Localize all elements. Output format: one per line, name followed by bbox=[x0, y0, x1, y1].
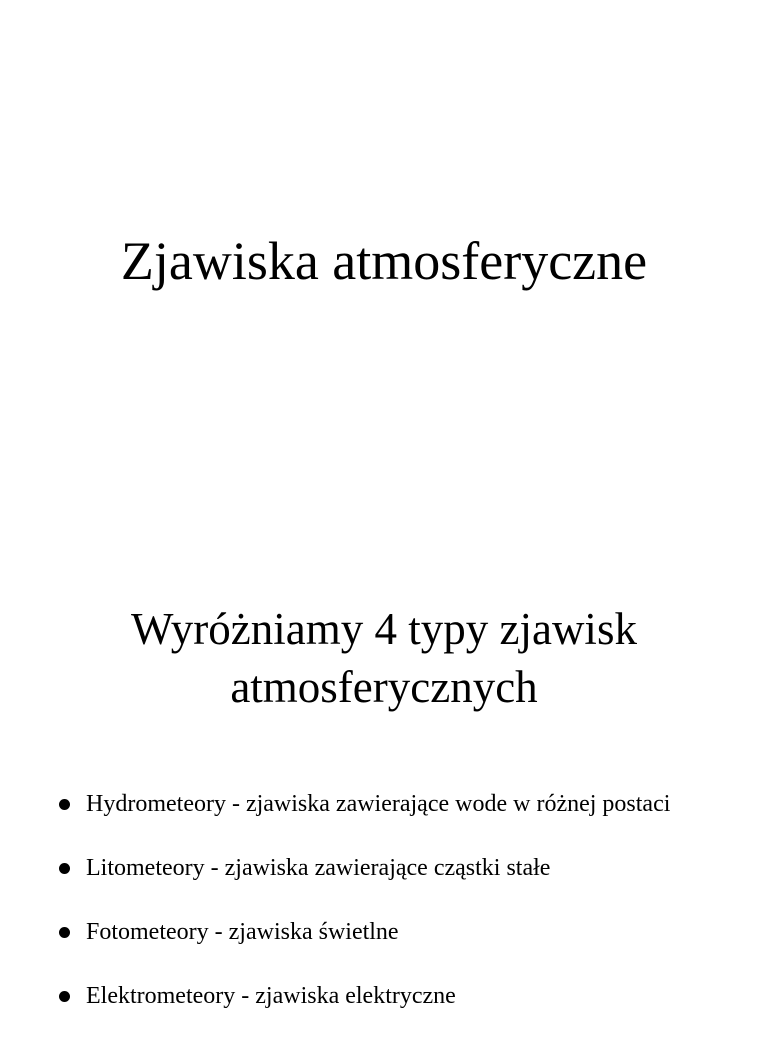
list-item-text: Hydrometeory - zjawiska zawierające wode w różnej postaci bbox=[86, 791, 671, 817]
bullet-icon bbox=[59, 799, 70, 810]
list-item-text: Fotometeory - zjawiska świetlne bbox=[86, 919, 399, 945]
list-item-text: Elektrometeory - zjawiska elektryczne bbox=[86, 983, 456, 1009]
list-item-text: Litometeory - zjawiska zawierające cząstki stałe bbox=[86, 855, 551, 881]
bullet-icon bbox=[59, 927, 70, 938]
list-item bbox=[56, 852, 696, 884]
bullet-icon bbox=[59, 863, 70, 874]
slide-title: Zjawiska atmosferyczne bbox=[120, 231, 648, 291]
slide-heading: Wyróżniamy 4 typy zjawisk atmosferycznych bbox=[131, 604, 637, 712]
bullet-icon bbox=[59, 991, 70, 1002]
list-item bbox=[56, 916, 696, 948]
list-item bbox=[56, 980, 696, 1012]
bullet-list bbox=[56, 788, 696, 1044]
list-item bbox=[56, 788, 696, 820]
